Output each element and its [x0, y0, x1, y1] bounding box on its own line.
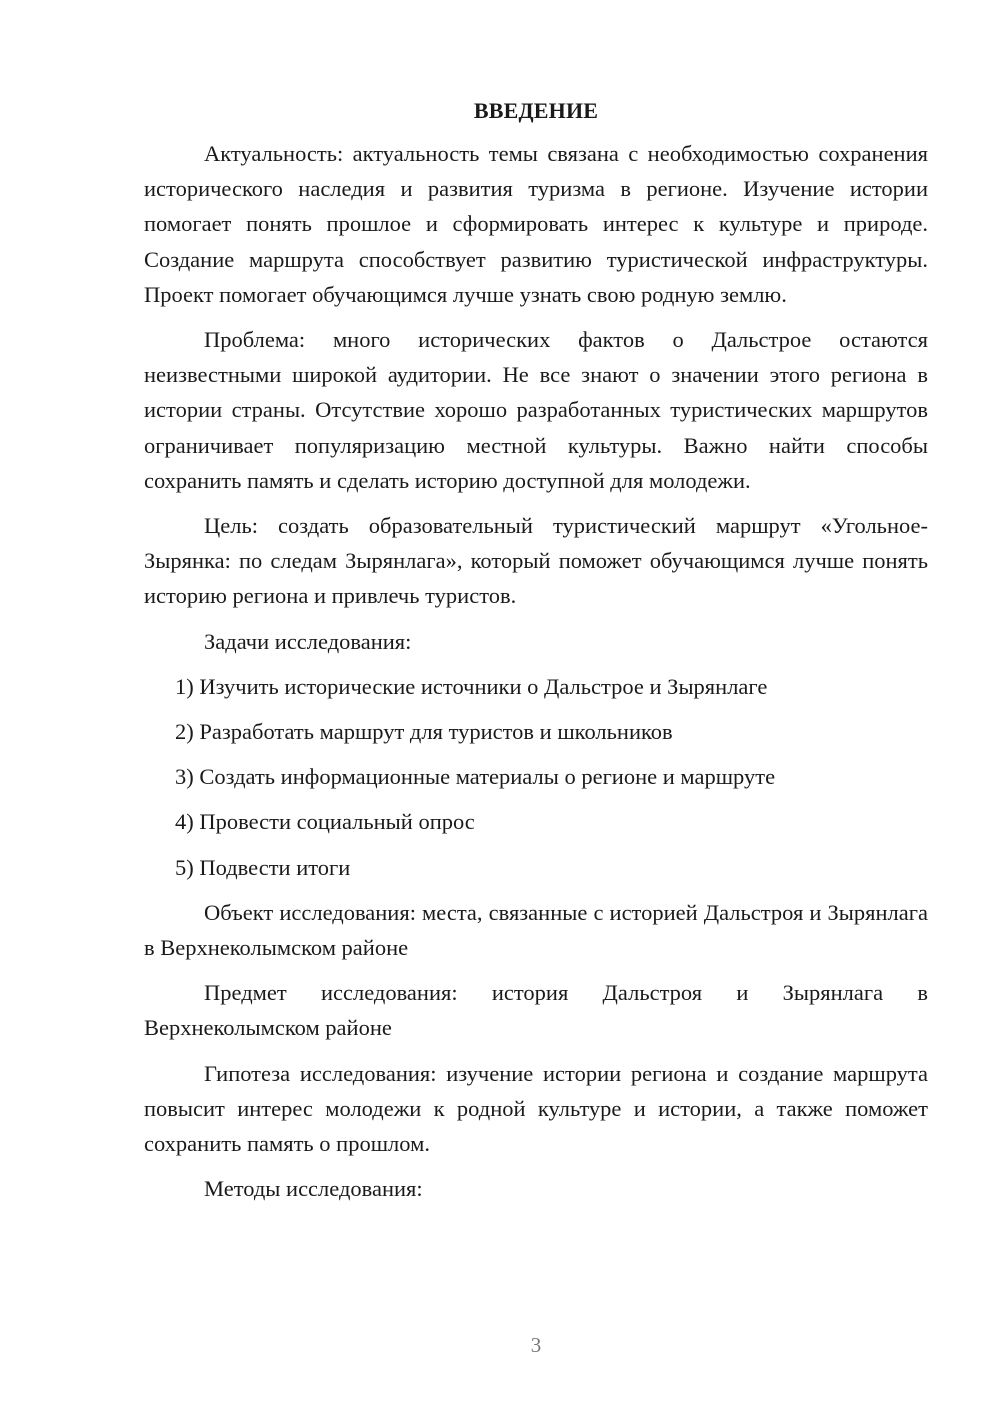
- list-item: 4) Провести социальный опрос: [175, 809, 475, 835]
- list-item: 2) Разработать маршрут для туристов и школьников: [175, 719, 673, 745]
- subject-paragraph: Предмет исследования: история Дальстроя и Зырянлага в Верхнеколымском районе: [144, 980, 928, 1041]
- goal-paragraph: Цель: создать образовательный туристический маршрут «Угольное-Зырянка: по следам Зырянлага», который поможет обучающимся лучше понять историю региона и привлечь туристов.: [144, 513, 928, 609]
- page-number: 3: [530, 1333, 542, 1357]
- tasks-list: [144, 669, 928, 885]
- list-item: 5) Подвести итоги: [175, 854, 351, 880]
- document-page: [144, 96, 928, 1216]
- section-heading: ВВЕДЕНИЕ: [473, 98, 599, 123]
- hypothesis-paragraph: Гипотеза исследования: изучение истории региона и создание маршрута повысит интерес молодежи к родной культуре и истории, а также поможет сохранить память о прошлом.: [144, 1060, 928, 1157]
- problem-paragraph: Проблема: много исторических фактов о Дальстрое остаются неизвестными широкой аудитории. Не все знают о значении этого региона в истории страны. Отсутствие хорошо разработанных туристических маршрутов ограничивает популяризацию местной культуры. Важно найти способы сохранить память и сделать историю доступной для молодежи.: [144, 327, 928, 493]
- methods-label: Методы исследования:: [204, 1176, 423, 1202]
- list-item: 3) Создать информационные материалы о регионе и маршруте: [175, 764, 776, 790]
- list-item: 1) Изучить исторические источники о Дальстрое и Зырянлаге: [175, 673, 768, 699]
- tasks-label: Задачи исследования:: [204, 628, 412, 654]
- relevance-paragraph: Актуальность: актуальность темы связана с необходимостью сохранения исторического наследия и развития туризма в регионе. Изучение истории помогает понять прошлое и сформировать интерес к культуре и природе. Создание маршрута способствует развитию туристической инфраструктуры. Проект помогает обучающимся лучше узнать свою родную землю.: [144, 141, 928, 307]
- object-paragraph: Объект исследования: места, связанные с историей Дальстроя и Зырянлага в Верхнеколымском районе: [144, 899, 928, 961]
